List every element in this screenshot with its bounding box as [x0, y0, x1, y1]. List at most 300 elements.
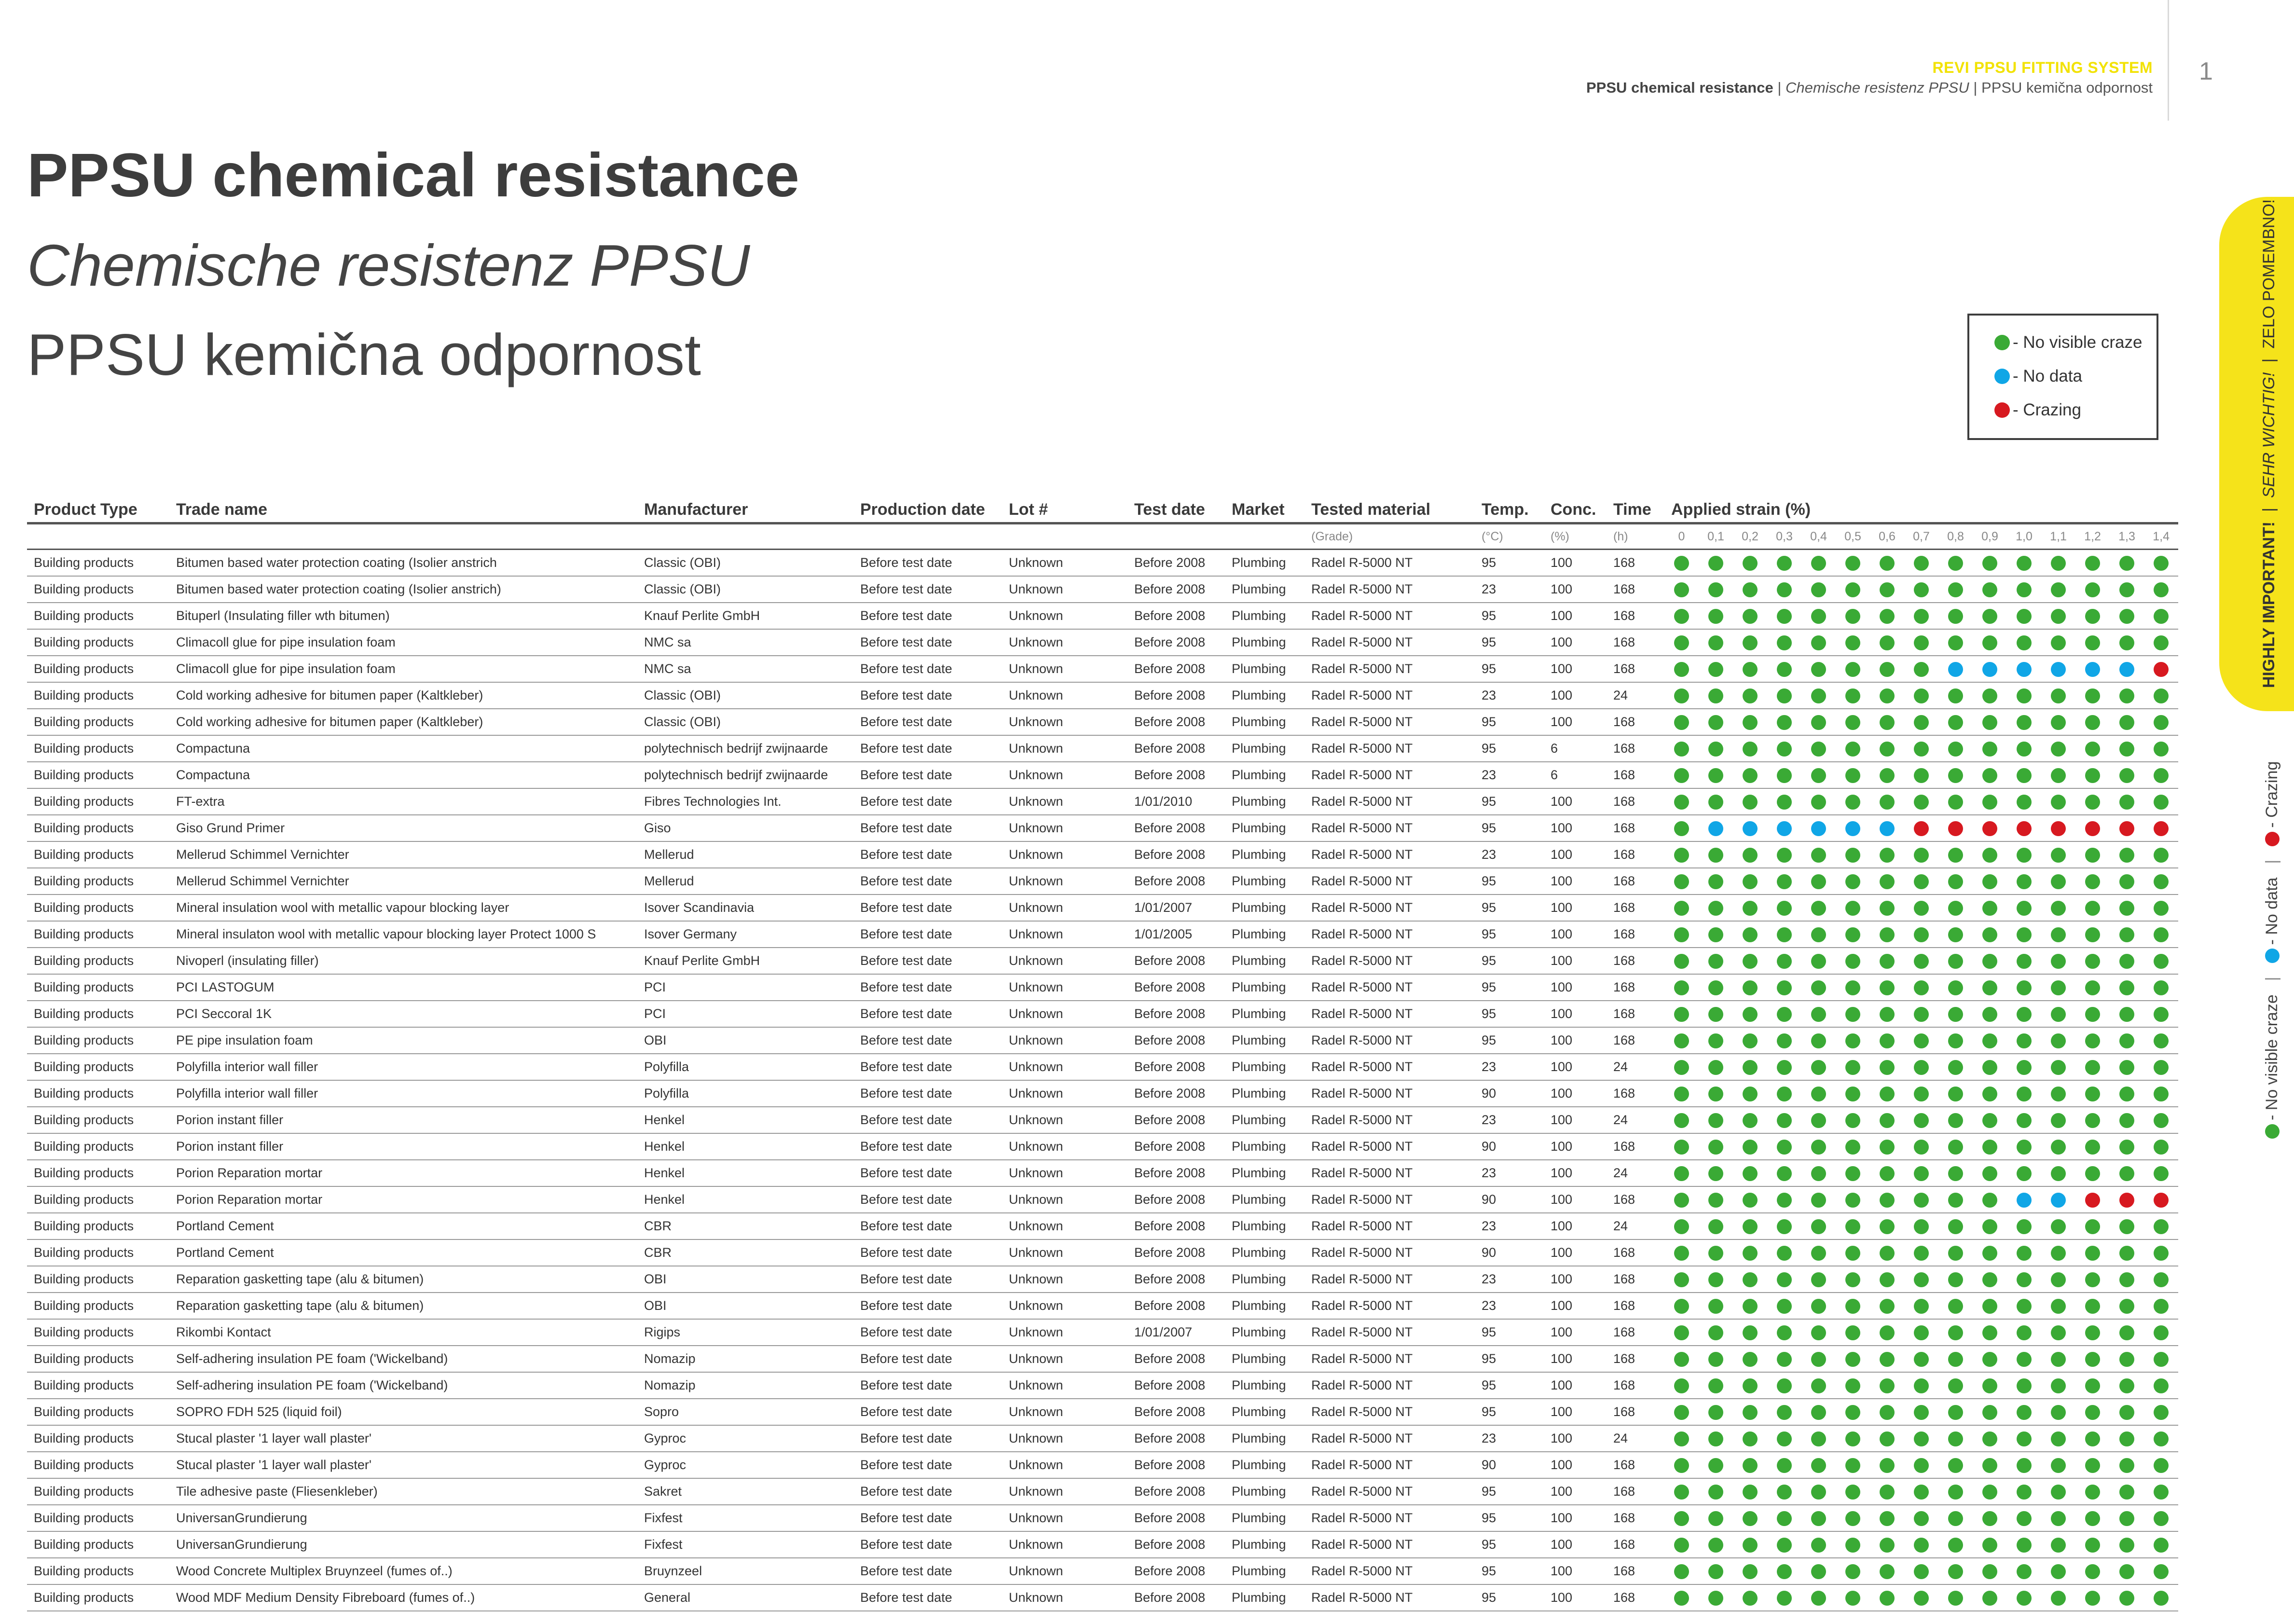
strain-result	[1836, 895, 1870, 921]
strain-result	[1699, 1372, 1733, 1399]
strain-result	[2041, 841, 2075, 868]
no-craze-dot-icon	[1811, 1352, 1826, 1367]
no-craze-dot-icon	[1811, 1272, 1826, 1287]
strain-result	[1904, 603, 1938, 629]
cell-temp: 23	[1475, 1107, 1544, 1133]
no-craze-dot-icon	[1708, 1485, 1723, 1500]
strain-result	[2075, 1266, 2110, 1293]
cell-trade-name: SOPRO FDH 525 (liquid foil)	[169, 1399, 637, 1425]
no-craze-dot-icon	[1674, 1033, 1689, 1048]
strain-result	[2075, 1160, 2110, 1186]
strain-result	[1733, 974, 1767, 1001]
no-craze-dot-icon	[2051, 582, 2066, 597]
strain-level: 1,0	[2007, 523, 2041, 550]
cell-test-date: 1/01/2007	[1127, 895, 1225, 921]
no-craze-dot-icon	[2154, 1166, 2169, 1181]
table-row	[27, 1186, 2178, 1213]
no-craze-dot-icon	[1708, 1299, 1723, 1314]
strain-result	[1664, 1293, 1699, 1319]
no-craze-dot-icon	[1708, 1352, 1723, 1367]
no-craze-dot-icon	[2085, 1140, 2100, 1155]
no-craze-dot-icon	[2154, 1219, 2169, 1234]
cell-market: Plumbing	[1225, 1425, 1305, 1452]
cell-test-date: Before 2008	[1127, 1239, 1225, 1266]
no-craze-dot-icon	[1982, 901, 1997, 916]
strain-result	[2041, 1505, 2075, 1531]
strain-result	[1664, 1160, 1699, 1186]
no-craze-dot-icon	[1708, 609, 1723, 624]
cell-lot: Unknown	[1002, 1505, 1127, 1531]
strain-result	[1973, 682, 2007, 709]
no-craze-dot-icon	[1777, 609, 1792, 624]
no-craze-dot-icon	[1743, 1485, 1758, 1500]
strain-result	[2041, 921, 2075, 948]
no-craze-dot-icon	[2119, 1219, 2134, 1234]
no-craze-dot-icon	[1708, 927, 1723, 942]
strain-result	[2144, 550, 2178, 577]
no-craze-dot-icon	[2085, 795, 2100, 810]
strain-result	[2144, 762, 2178, 788]
strain-result	[1664, 895, 1699, 921]
no-craze-dot-icon	[2085, 715, 2100, 730]
no-craze-dot-icon	[1914, 874, 1929, 889]
no-craze-dot-icon	[1674, 1299, 1689, 1314]
cell-lot: Unknown	[1002, 1293, 1127, 1319]
no-craze-dot-icon	[1777, 1299, 1792, 1314]
no-craze-dot-icon	[1777, 1246, 1792, 1261]
strain-result	[1664, 788, 1699, 815]
cell-test-date: Before 2008	[1127, 1027, 1225, 1054]
strain-level: 0,8	[1938, 523, 1973, 550]
cell-conc: 100	[1544, 921, 1607, 948]
no-craze-dot-icon	[1880, 556, 1895, 571]
strain-result	[2007, 841, 2041, 868]
cell-market: Plumbing	[1225, 1584, 1305, 1611]
cell-lot: Unknown	[1002, 550, 1127, 577]
no-craze-dot-icon	[1880, 795, 1895, 810]
no-data-dot-icon	[2085, 662, 2100, 677]
no-data-dot-icon	[1708, 821, 1723, 836]
no-craze-dot-icon	[2017, 715, 2032, 730]
strain-result	[1836, 1186, 1870, 1213]
strain-result	[1836, 815, 1870, 841]
no-craze-dot-icon	[2051, 1246, 2066, 1261]
no-craze-dot-icon	[2085, 1458, 2100, 1473]
no-craze-dot-icon	[2051, 1219, 2066, 1234]
strain-result	[1938, 1186, 1973, 1213]
strain-level: 1,3	[2110, 523, 2144, 550]
cell-manufacturer: Henkel	[637, 1107, 853, 1133]
no-craze-dot-icon	[1674, 927, 1689, 942]
no-craze-dot-icon	[2051, 715, 2066, 730]
no-craze-dot-icon	[1982, 1538, 1997, 1553]
no-craze-dot-icon	[1708, 954, 1723, 969]
col-lot: Lot #	[1002, 497, 1127, 523]
no-craze-dot-icon	[1982, 768, 1997, 783]
cell-product-type: Building products	[27, 1478, 169, 1505]
no-craze-dot-icon	[1811, 1033, 1826, 1048]
strain-result	[2075, 841, 2110, 868]
no-craze-dot-icon	[2119, 1325, 2134, 1340]
strain-result	[1973, 1001, 2007, 1027]
strain-result	[2075, 788, 2110, 815]
cell-manufacturer: Fixfest	[637, 1531, 853, 1558]
cell-market: Plumbing	[1225, 1080, 1305, 1107]
no-craze-dot-icon	[1743, 742, 1758, 757]
strain-result	[2007, 1160, 2041, 1186]
no-craze-dot-icon	[1708, 1087, 1723, 1101]
strain-result	[1767, 1186, 1801, 1213]
cell-conc: 100	[1544, 1001, 1607, 1027]
no-craze-dot-icon	[1982, 1246, 1997, 1261]
cell-test-date: Before 2008	[1127, 841, 1225, 868]
no-craze-dot-icon	[1811, 1538, 1826, 1553]
cell-test-date: Before 2008	[1127, 709, 1225, 735]
no-craze-dot-icon	[1743, 1060, 1758, 1075]
cell-product-type: Building products	[27, 788, 169, 815]
cell-manufacturer: NMC sa	[637, 629, 853, 656]
no-craze-dot-icon	[2051, 1431, 2066, 1446]
cell-conc: 100	[1544, 1558, 1607, 1584]
no-craze-dot-icon	[1880, 1511, 1895, 1526]
strain-result	[1973, 1054, 2007, 1080]
no-craze-dot-icon	[1845, 1007, 1860, 1022]
no-craze-dot-icon	[1743, 954, 1758, 969]
page-number: 1	[2199, 57, 2213, 85]
cell-product-type: Building products	[27, 762, 169, 788]
no-craze-dot-icon	[1743, 1325, 1758, 1340]
strain-result	[1836, 841, 1870, 868]
cell-temp: 95	[1475, 868, 1544, 895]
strain-result	[1870, 1160, 1904, 1186]
no-craze-dot-icon	[1743, 901, 1758, 916]
strain-result	[2110, 1266, 2144, 1293]
strain-result	[1904, 1160, 1938, 1186]
no-craze-dot-icon	[1708, 848, 1723, 863]
strain-result	[1699, 576, 1733, 603]
cell-conc: 100	[1544, 1107, 1607, 1133]
no-craze-dot-icon	[1777, 980, 1792, 995]
cell-test-date: Before 2008	[1127, 1452, 1225, 1478]
cell-lot: Unknown	[1002, 1239, 1127, 1266]
table-row	[27, 1531, 2178, 1558]
no-craze-dot-icon	[1777, 635, 1792, 650]
no-craze-dot-icon	[2017, 556, 2032, 571]
strain-result	[2075, 921, 2110, 948]
cell-production-date: Before test date	[853, 603, 1002, 629]
no-craze-dot-icon	[1708, 688, 1723, 703]
cell-time: 24	[1607, 1425, 1664, 1452]
no-craze-dot-icon	[1914, 1033, 1929, 1048]
cell-test-date: Before 2008	[1127, 682, 1225, 709]
strain-result	[1938, 841, 1973, 868]
no-craze-dot-icon	[1914, 1352, 1929, 1367]
no-craze-dot-icon	[2119, 954, 2134, 969]
no-craze-dot-icon	[1914, 1140, 1929, 1155]
strain-result	[1973, 974, 2007, 1001]
strain-result	[2144, 1186, 2178, 1213]
no-craze-dot-icon	[2051, 1485, 2066, 1500]
no-craze-dot-icon	[1948, 635, 1963, 650]
cell-time: 168	[1607, 735, 1664, 762]
no-craze-dot-icon	[1948, 688, 1963, 703]
cell-manufacturer: Fibres Technologies Int.	[637, 788, 853, 815]
strain-result	[1767, 788, 1801, 815]
no-craze-dot-icon	[2119, 1405, 2134, 1420]
strain-result	[1801, 921, 1836, 948]
strain-result	[1870, 1319, 1904, 1346]
strain-result	[1904, 1372, 1938, 1399]
cell-production-date: Before test date	[853, 974, 1002, 1001]
strain-result	[1836, 1452, 1870, 1478]
strain-result	[2041, 735, 2075, 762]
strain-result	[1973, 1478, 2007, 1505]
strain-result	[2110, 921, 2144, 948]
cell-product-type: Building products	[27, 1425, 169, 1452]
strain-result	[2110, 1080, 2144, 1107]
strain-result	[2110, 1584, 2144, 1611]
cell-production-date: Before test date	[853, 1107, 1002, 1133]
strain-result	[1767, 1160, 1801, 1186]
cell-temp: 95	[1475, 1505, 1544, 1531]
no-craze-dot-icon	[1948, 1087, 1963, 1101]
cell-production-date: Before test date	[853, 1027, 1002, 1054]
no-craze-dot-icon	[2085, 1431, 2100, 1446]
no-craze-dot-icon	[2051, 1033, 2066, 1048]
no-craze-dot-icon	[2119, 768, 2134, 783]
no-craze-dot-icon	[1948, 1485, 1963, 1500]
strain-result	[1733, 1054, 1767, 1080]
no-craze-dot-icon	[1674, 715, 1689, 730]
no-craze-dot-icon	[2154, 1325, 2169, 1340]
col-time: Time	[1607, 497, 1664, 523]
strain-result	[1938, 974, 1973, 1001]
no-craze-dot-icon	[1845, 609, 1860, 624]
no-craze-dot-icon	[1914, 927, 1929, 942]
cell-conc: 100	[1544, 841, 1607, 868]
cell-product-type: Building products	[27, 1213, 169, 1239]
cell-manufacturer: Knauf Perlite GmbH	[637, 603, 853, 629]
no-craze-dot-icon	[1880, 1352, 1895, 1367]
no-data-dot-icon	[2017, 1193, 2032, 1208]
cell-market: Plumbing	[1225, 603, 1305, 629]
cell-tested-material: Radel R-5000 NT	[1305, 1346, 1475, 1372]
strain-result	[1836, 550, 1870, 577]
strain-result	[1938, 868, 1973, 895]
col-conc: Conc.	[1544, 497, 1607, 523]
strain-result	[2075, 735, 2110, 762]
crazing-dot-icon	[2154, 821, 2169, 836]
strain-result	[2041, 1346, 2075, 1372]
cell-conc: 100	[1544, 1478, 1607, 1505]
cell-product-type: Building products	[27, 1266, 169, 1293]
strain-result	[1836, 1054, 1870, 1080]
strain-result	[1938, 735, 1973, 762]
cell-time: 168	[1607, 974, 1664, 1001]
strain-result	[2144, 948, 2178, 974]
strain-result	[2075, 1080, 2110, 1107]
brand-title: REVI PPSU FITTING SYSTEM	[1932, 59, 2153, 76]
strain-result	[1699, 1452, 1733, 1478]
cell-time: 168	[1607, 1584, 1664, 1611]
cell-test-date: Before 2008	[1127, 603, 1225, 629]
strain-result	[2041, 682, 2075, 709]
strain-result	[1664, 1531, 1699, 1558]
strain-result	[1733, 1027, 1767, 1054]
no-craze-dot-icon	[1914, 795, 1929, 810]
strain-result	[1938, 762, 1973, 788]
strain-result	[2110, 550, 2144, 577]
no-craze-dot-icon	[2051, 874, 2066, 889]
no-craze-dot-icon	[2154, 1405, 2169, 1420]
no-craze-dot-icon	[1708, 1431, 1723, 1446]
no-craze-dot-icon	[1743, 688, 1758, 703]
col-tested-material: Tested material	[1305, 497, 1475, 523]
no-craze-dot-icon	[1982, 795, 1997, 810]
no-data-dot-icon	[1982, 662, 1997, 677]
strain-result	[1870, 656, 1904, 682]
cell-conc: 100	[1544, 868, 1607, 895]
strain-result	[1664, 1558, 1699, 1584]
no-craze-dot-icon	[1743, 1511, 1758, 1526]
strain-result	[1699, 1319, 1733, 1346]
no-craze-dot-icon	[1982, 688, 1997, 703]
strain-result	[1699, 841, 1733, 868]
no-craze-dot-icon	[1743, 1140, 1758, 1155]
no-craze-dot-icon	[1948, 1007, 1963, 1022]
cell-production-date: Before test date	[853, 1213, 1002, 1239]
no-craze-dot-icon	[1982, 742, 1997, 757]
cell-market: Plumbing	[1225, 815, 1305, 841]
cell-lot: Unknown	[1002, 1584, 1127, 1611]
strain-result	[2007, 1346, 2041, 1372]
strain-result	[1664, 1452, 1699, 1478]
cell-lot: Unknown	[1002, 1531, 1127, 1558]
no-craze-dot-icon	[2017, 980, 2032, 995]
strain-result	[1904, 815, 1938, 841]
strain-result	[2110, 895, 2144, 921]
strain-result	[1801, 1425, 1836, 1452]
strain-result	[1733, 948, 1767, 974]
cell-lot: Unknown	[1002, 629, 1127, 656]
strain-result	[1801, 576, 1836, 603]
no-craze-dot-icon	[1914, 635, 1929, 650]
red-dot-icon	[1994, 402, 2010, 418]
strain-result	[1699, 1080, 1733, 1107]
strain-result	[1664, 576, 1699, 603]
strain-result	[1836, 576, 1870, 603]
strain-result	[1699, 1505, 1733, 1531]
strain-result	[1836, 1478, 1870, 1505]
strain-result	[1699, 1558, 1733, 1584]
strain-result	[2007, 1399, 2041, 1425]
strain-result	[1801, 1372, 1836, 1399]
strain-result	[1767, 656, 1801, 682]
no-craze-dot-icon	[2051, 1591, 2066, 1606]
no-craze-dot-icon	[2085, 1007, 2100, 1022]
no-craze-dot-icon	[1948, 742, 1963, 757]
cell-lot: Unknown	[1002, 709, 1127, 735]
no-craze-dot-icon	[1948, 609, 1963, 624]
strain-result	[1733, 895, 1767, 921]
cell-lot: Unknown	[1002, 1213, 1127, 1239]
cell-product-type: Building products	[27, 1107, 169, 1133]
strain-result	[1938, 921, 1973, 948]
strain-result	[1733, 1239, 1767, 1266]
cell-market: Plumbing	[1225, 1054, 1305, 1080]
table-row	[27, 1160, 2178, 1186]
no-craze-dot-icon	[1811, 901, 1826, 916]
cell-tested-material: Radel R-5000 NT	[1305, 1054, 1475, 1080]
strain-result	[2144, 1213, 2178, 1239]
no-craze-dot-icon	[2154, 1246, 2169, 1261]
strain-result	[1801, 1505, 1836, 1531]
strain-result	[1973, 576, 2007, 603]
cell-test-date: Before 2008	[1127, 1133, 1225, 1160]
no-data-dot-icon	[2051, 662, 2066, 677]
no-craze-dot-icon	[1708, 742, 1723, 757]
strain-result	[1801, 709, 1836, 735]
no-craze-dot-icon	[1708, 1246, 1723, 1261]
strain-result	[2041, 1160, 2075, 1186]
strain-result	[1767, 762, 1801, 788]
strain-result	[1836, 1584, 1870, 1611]
strain-result	[1664, 762, 1699, 788]
strain-result	[1836, 709, 1870, 735]
cell-trade-name: Mineral insulaton wool with metallic vapour blocking layer Protect 1000 S	[169, 921, 637, 948]
strain-result	[2144, 841, 2178, 868]
cell-time: 168	[1607, 1505, 1664, 1531]
no-craze-dot-icon	[2051, 1352, 2066, 1367]
header-subtitle	[1586, 79, 2153, 96]
no-craze-dot-icon	[1914, 1193, 1929, 1208]
legend-box	[1967, 314, 2158, 440]
strain-result	[2144, 1584, 2178, 1611]
strain-result	[2144, 868, 2178, 895]
no-craze-dot-icon	[2154, 1113, 2169, 1128]
cell-market: Plumbing	[1225, 1239, 1305, 1266]
strain-result	[1733, 603, 1767, 629]
no-craze-dot-icon	[2051, 1272, 2066, 1287]
strain-result	[1699, 629, 1733, 656]
cell-temp: 95	[1475, 1584, 1544, 1611]
cell-time: 168	[1607, 1346, 1664, 1372]
strain-result	[1733, 788, 1767, 815]
strain-result	[2007, 948, 2041, 974]
strain-result	[1904, 1584, 1938, 1611]
strain-result	[1836, 656, 1870, 682]
strain-result	[2144, 1558, 2178, 1584]
no-craze-dot-icon	[1948, 1564, 1963, 1579]
no-craze-dot-icon	[2154, 1352, 2169, 1367]
cell-production-date: Before test date	[853, 550, 1002, 577]
cell-market: Plumbing	[1225, 1107, 1305, 1133]
strain-result	[1904, 1054, 1938, 1080]
strain-result	[2007, 709, 2041, 735]
strain-result	[1973, 1319, 2007, 1346]
strain-result	[1973, 1399, 2007, 1425]
no-craze-dot-icon	[2154, 1033, 2169, 1048]
strain-result	[1767, 974, 1801, 1001]
no-craze-dot-icon	[1880, 1591, 1895, 1606]
no-craze-dot-icon	[1708, 556, 1723, 571]
strain-result	[1733, 1425, 1767, 1452]
strain-result	[1733, 1001, 1767, 1027]
no-craze-dot-icon	[1845, 1166, 1860, 1181]
strain-result	[1664, 603, 1699, 629]
side-legend-no-data: - No data	[2263, 877, 2281, 945]
cell-temp: 95	[1475, 1372, 1544, 1399]
